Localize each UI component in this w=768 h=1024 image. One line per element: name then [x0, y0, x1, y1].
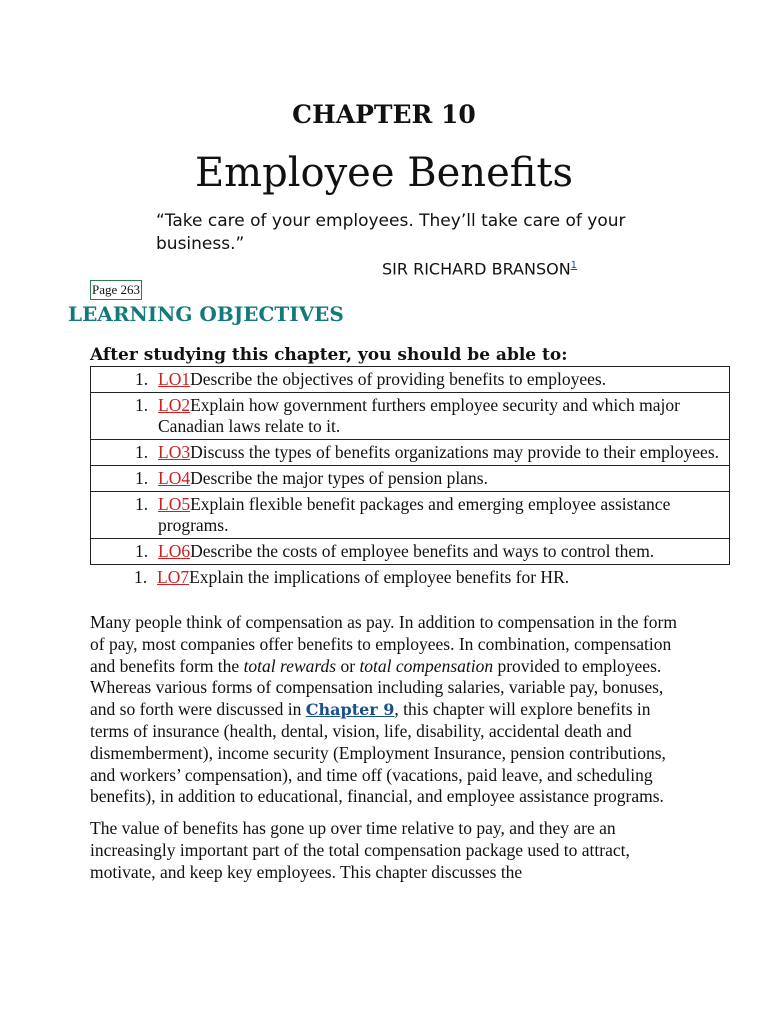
objective-text: Describe the objectives of providing benefits to employees. [190, 369, 607, 389]
body-text [90, 612, 690, 894]
text-run: or [336, 655, 360, 676]
list-number: 1. [135, 369, 149, 389]
lo5-link[interactable]: LO5 [158, 494, 191, 514]
list-number: 1. [135, 541, 149, 561]
list-item [90, 565, 730, 590]
text-run: provided to employees. Whereas various forms of compensation including salaries, variable pay, bonuses, and so forth were discussed in [90, 655, 664, 720]
list-number: 1. [134, 567, 148, 587]
learning-objectives-intro: After studying this chapter, you should be able to: [90, 345, 568, 365]
emphasis-total-rewards: total rewards [243, 655, 337, 676]
paragraph [90, 612, 690, 808]
text-run: Many people think of compensation as pay. In addition to compensation in the form of pay, most companies offer benefits to employees. In combination, compensation and benefits form the [90, 612, 677, 676]
objective-text: Discuss the types of benefits organizations may provide to their employees. [190, 442, 720, 462]
list-number: 1. [135, 442, 149, 462]
page-marker: Page 263 [90, 280, 142, 300]
chapter-9-link[interactable]: Chapter 9 [305, 700, 395, 720]
objective-text: Describe the major types of pension plans. [190, 468, 488, 488]
epigraph-quote: “Take care of your employees. They’ll take care of your business.” [156, 211, 626, 254]
list-item [90, 393, 730, 440]
learning-objectives-heading: LEARNING OBJECTIVES [68, 302, 344, 326]
list-item [90, 539, 730, 565]
list-item [90, 466, 730, 492]
objective-text: Explain flexible benefit packages and emerging employee assistance programs. [158, 494, 671, 535]
list-item [90, 440, 730, 466]
list-item [90, 492, 730, 539]
list-item [90, 366, 730, 393]
objective-text: Describe the costs of employee benefits and ways to control them. [190, 541, 655, 561]
paragraph: The value of benefits has gone up over time relative to pay, and they are an increasingly important part of the total compensation package used to attract, motivate, and keep key employees. This chapter discusses the [90, 818, 630, 882]
emphasis-total-compensation: total compensation [359, 655, 494, 676]
lo3-link[interactable]: LO3 [158, 442, 191, 462]
chapter-label: CHAPTER 10 [292, 100, 476, 129]
lo2-link[interactable]: LO2 [158, 395, 191, 415]
footnote-link[interactable]: 1 [570, 260, 578, 271]
chapter-title: Employee Benefits [194, 150, 574, 196]
list-number: 1. [135, 468, 149, 488]
learning-objectives-list [90, 366, 730, 590]
epigraph-author [382, 257, 577, 278]
lo7-link[interactable]: LO7 [157, 567, 190, 587]
text-run: , this chapter will explore benefits in terms of insurance (health, dental, vision, life, disability, accidental death and dismemberment), income security (Employment Insurance, pension contributions, and workers’ compensation), and time off (vacations, paid leave, and scheduling benefits), in addition to educational, financial, and employee assistance programs. [90, 699, 666, 807]
list-number: 1. [135, 494, 149, 514]
lo1-link[interactable]: LO1 [158, 369, 191, 389]
list-number: 1. [135, 395, 149, 415]
lo4-link[interactable]: LO4 [158, 468, 191, 488]
objective-text: Explain how government furthers employee security and which major Canadian laws relate to it. [158, 395, 680, 436]
lo6-link[interactable]: LO6 [158, 541, 191, 561]
epigraph-author-name: SIR RICHARD BRANSON [382, 259, 571, 279]
objective-text: Explain the implications of employee benefits for HR. [189, 567, 570, 587]
